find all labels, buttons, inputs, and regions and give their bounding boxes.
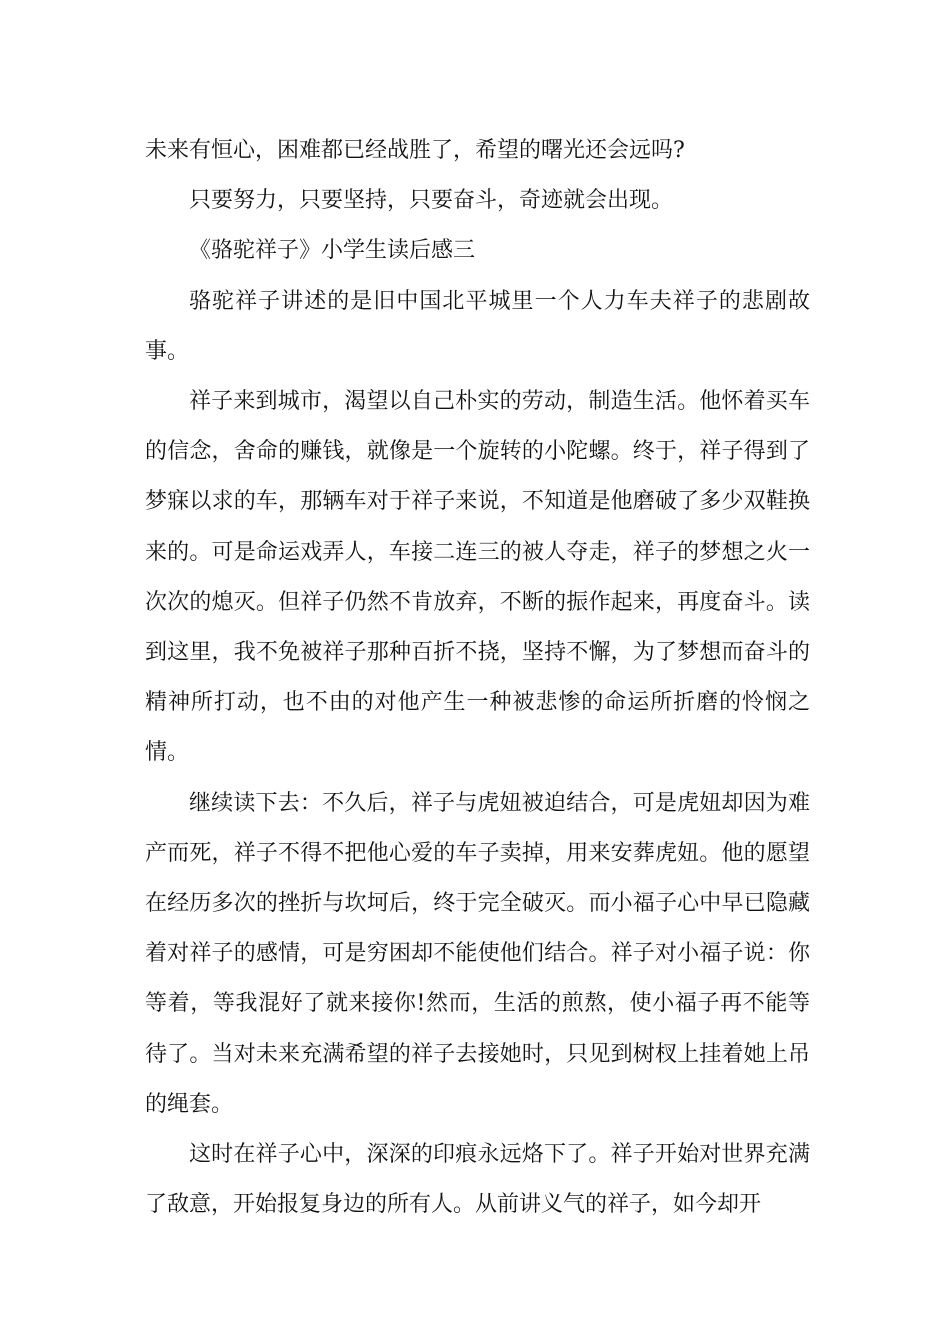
paragraph-continuation: 未来有恒心，困难都已经战胜了，希望的曙光还会远吗? [145,138,685,163]
section-title: 《骆驼祥子》小学生读后感三 [189,238,476,264]
paragraph: 骆驼祥子讲述的是旧中国北平城里一个人力车夫祥子的悲剧故事。 [145,288,810,364]
paragraph: 只要努力，只要坚持，只要奋斗，奇迹就会出现。 [189,188,674,214]
paragraph: 这时在祥子心中，深深的印痕永远烙下了。祥子开始对世界充满了敌意，开始报复身边的所有人。从前讲义气的祥子，如今却开 [145,1142,810,1218]
document-body [145,126,810,1230]
paragraph: 继续读下去：不久后，祥子与虎妞被迫结合，可是虎妞却因为难产而死，祥子不得不把他心爱的车子卖掉，用来安葬虎妞。他的愿望在经历多次的挫折与坎坷后，终于完全破灭。而小福子心中早已隐藏着对祥子的感情，可是穷困却不能使他们结合。祥子对小福子说：你等着，等我混好了就来接你!然而，生活的煎熬，使小福子再不能等待了。当对未来充满希望的祥子去接她时，只见到树杈上挂着她上吊的绳套。 [145,790,810,1117]
paragraph: 祥子来到城市，渴望以自己朴实的劳动，制造生活。他怀着买车的信念，舍命的赚钱，就像是一个旋转的小陀螺。终于，祥子得到了梦寐以求的车，那辆车对于祥子来说，不知道是他磨破了多少双鞋换来的。可是命运戏弄人，车接二连三的被人夺走，祥子的梦想之火一次次的熄灭。但祥子仍然不肯放弃，不断的振作起来，再度奋斗。读到这里，我不免被祥子那种百折不挠，坚持不懈，为了梦想而奋斗的精神所打动，也不由的对他产生一种被悲惨的命运所折磨的怜悯之情。 [145,389,810,766]
